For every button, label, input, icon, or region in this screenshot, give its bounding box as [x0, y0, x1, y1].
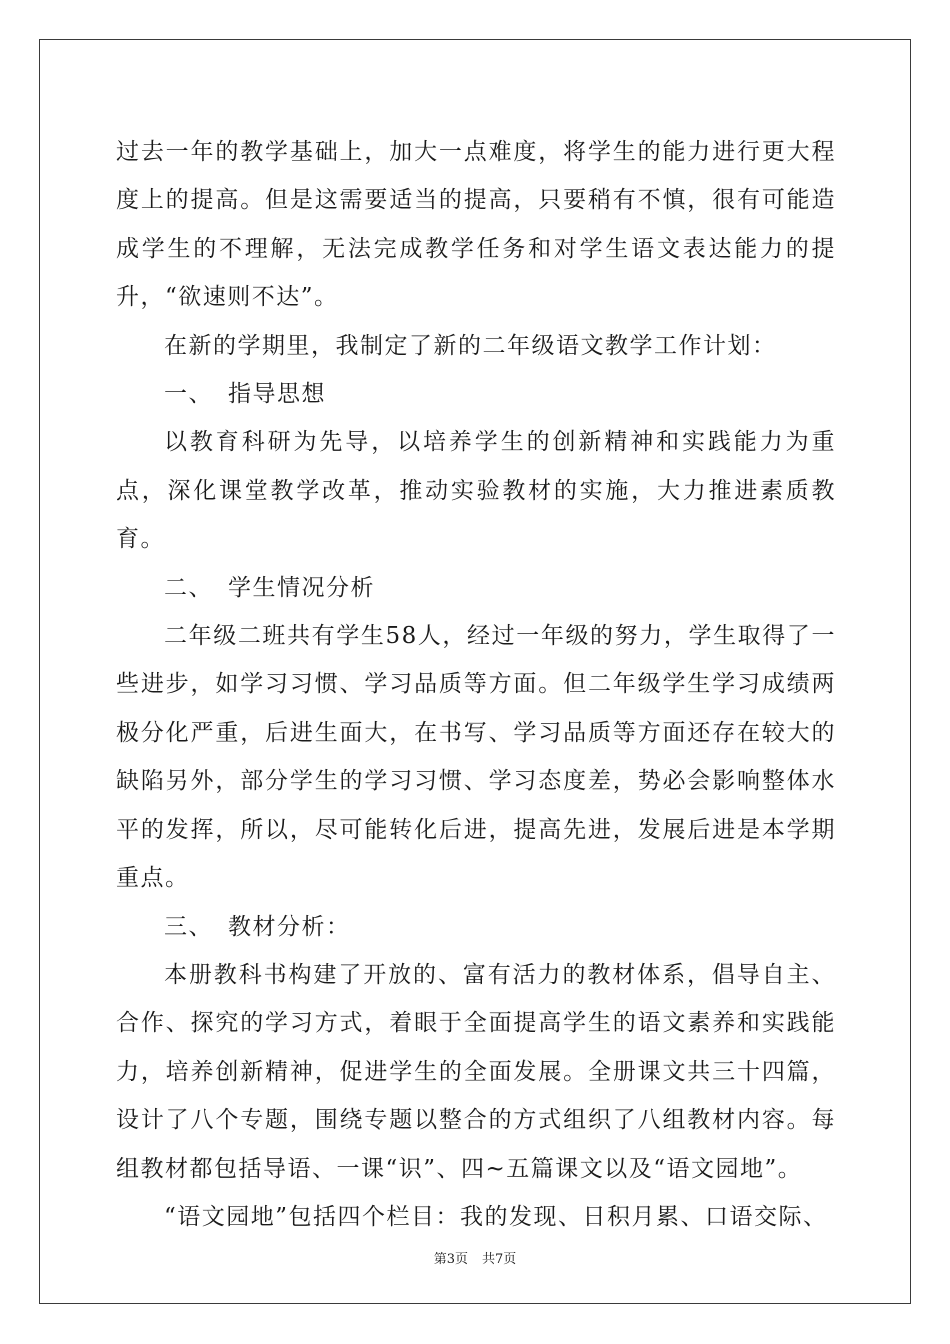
section-heading-textbook-analysis: [116, 903, 836, 951]
paragraph-guiding-ideology: 以教育科研为先导，以培养学生的创新精神和实践能力为重点，深化课堂教学改革，推动实验教材的实施，大力推进素质教育。: [116, 429, 836, 553]
section-heading-student-analysis: [116, 564, 836, 612]
section-number: 一、: [164, 381, 213, 408]
document-body: [116, 128, 836, 1241]
section-heading-guiding-ideology: [116, 370, 836, 418]
section-title: 学生情况分析: [228, 574, 375, 601]
section-title: 教材分析：: [228, 913, 351, 940]
section-number: 二、: [164, 574, 213, 601]
section-title: 指导思想: [228, 381, 326, 408]
paragraph-language-garden: “语文园地”包括四个栏目：我的发现、日积月累、口语交际、: [164, 1203, 828, 1230]
paragraph-textbook-analysis: 本册教科书构建了开放的、富有活力的教材体系，倡导自主、合作、探究的学习方式，着眼于全面提高学生的语文素养和实践能力，培养创新精神，促进学生的全面发展。全册课文共三十四篇，设计了八个专题，围绕专题以整合的方式组织了八组教材内容。每组教材都包括导语、一课“识”、四~五篇课文以及“语文园地”。: [116, 961, 836, 1182]
page-total: 共7页: [482, 1252, 517, 1267]
section-number: 三、: [164, 913, 213, 940]
paragraph-intro: 在新的学期里，我制定了新的二年级语文教学工作计划：: [164, 332, 777, 359]
page-number: 第3页: [433, 1252, 468, 1267]
page-footer: [0, 1248, 950, 1267]
paragraph-continued: 过去一年的教学基础上，加大一点难度，将学生的能力进行更大程度上的提高。但是这需要适当的提高，只要稍有不慎，很有可能造成学生的不理解，无法完成教学任务和对学生语文表达能力的提升，“欲速则不达”。: [116, 139, 836, 311]
paragraph-student-analysis: 二年级二班共有学生58人，经过一年级的努力，学生取得了一些进步，如学习习惯、学习品质等方面。但二年级学生学习成绩两极分化严重，后进生面大，在书写、学习品质等方面还存在较大的缺陷另外，部分学生的学习习惯、学习态度差，势必会影响整体水平的发挥，所以，尽可能转化后进，提高先进，发展后进是本学期重点。: [116, 623, 836, 892]
